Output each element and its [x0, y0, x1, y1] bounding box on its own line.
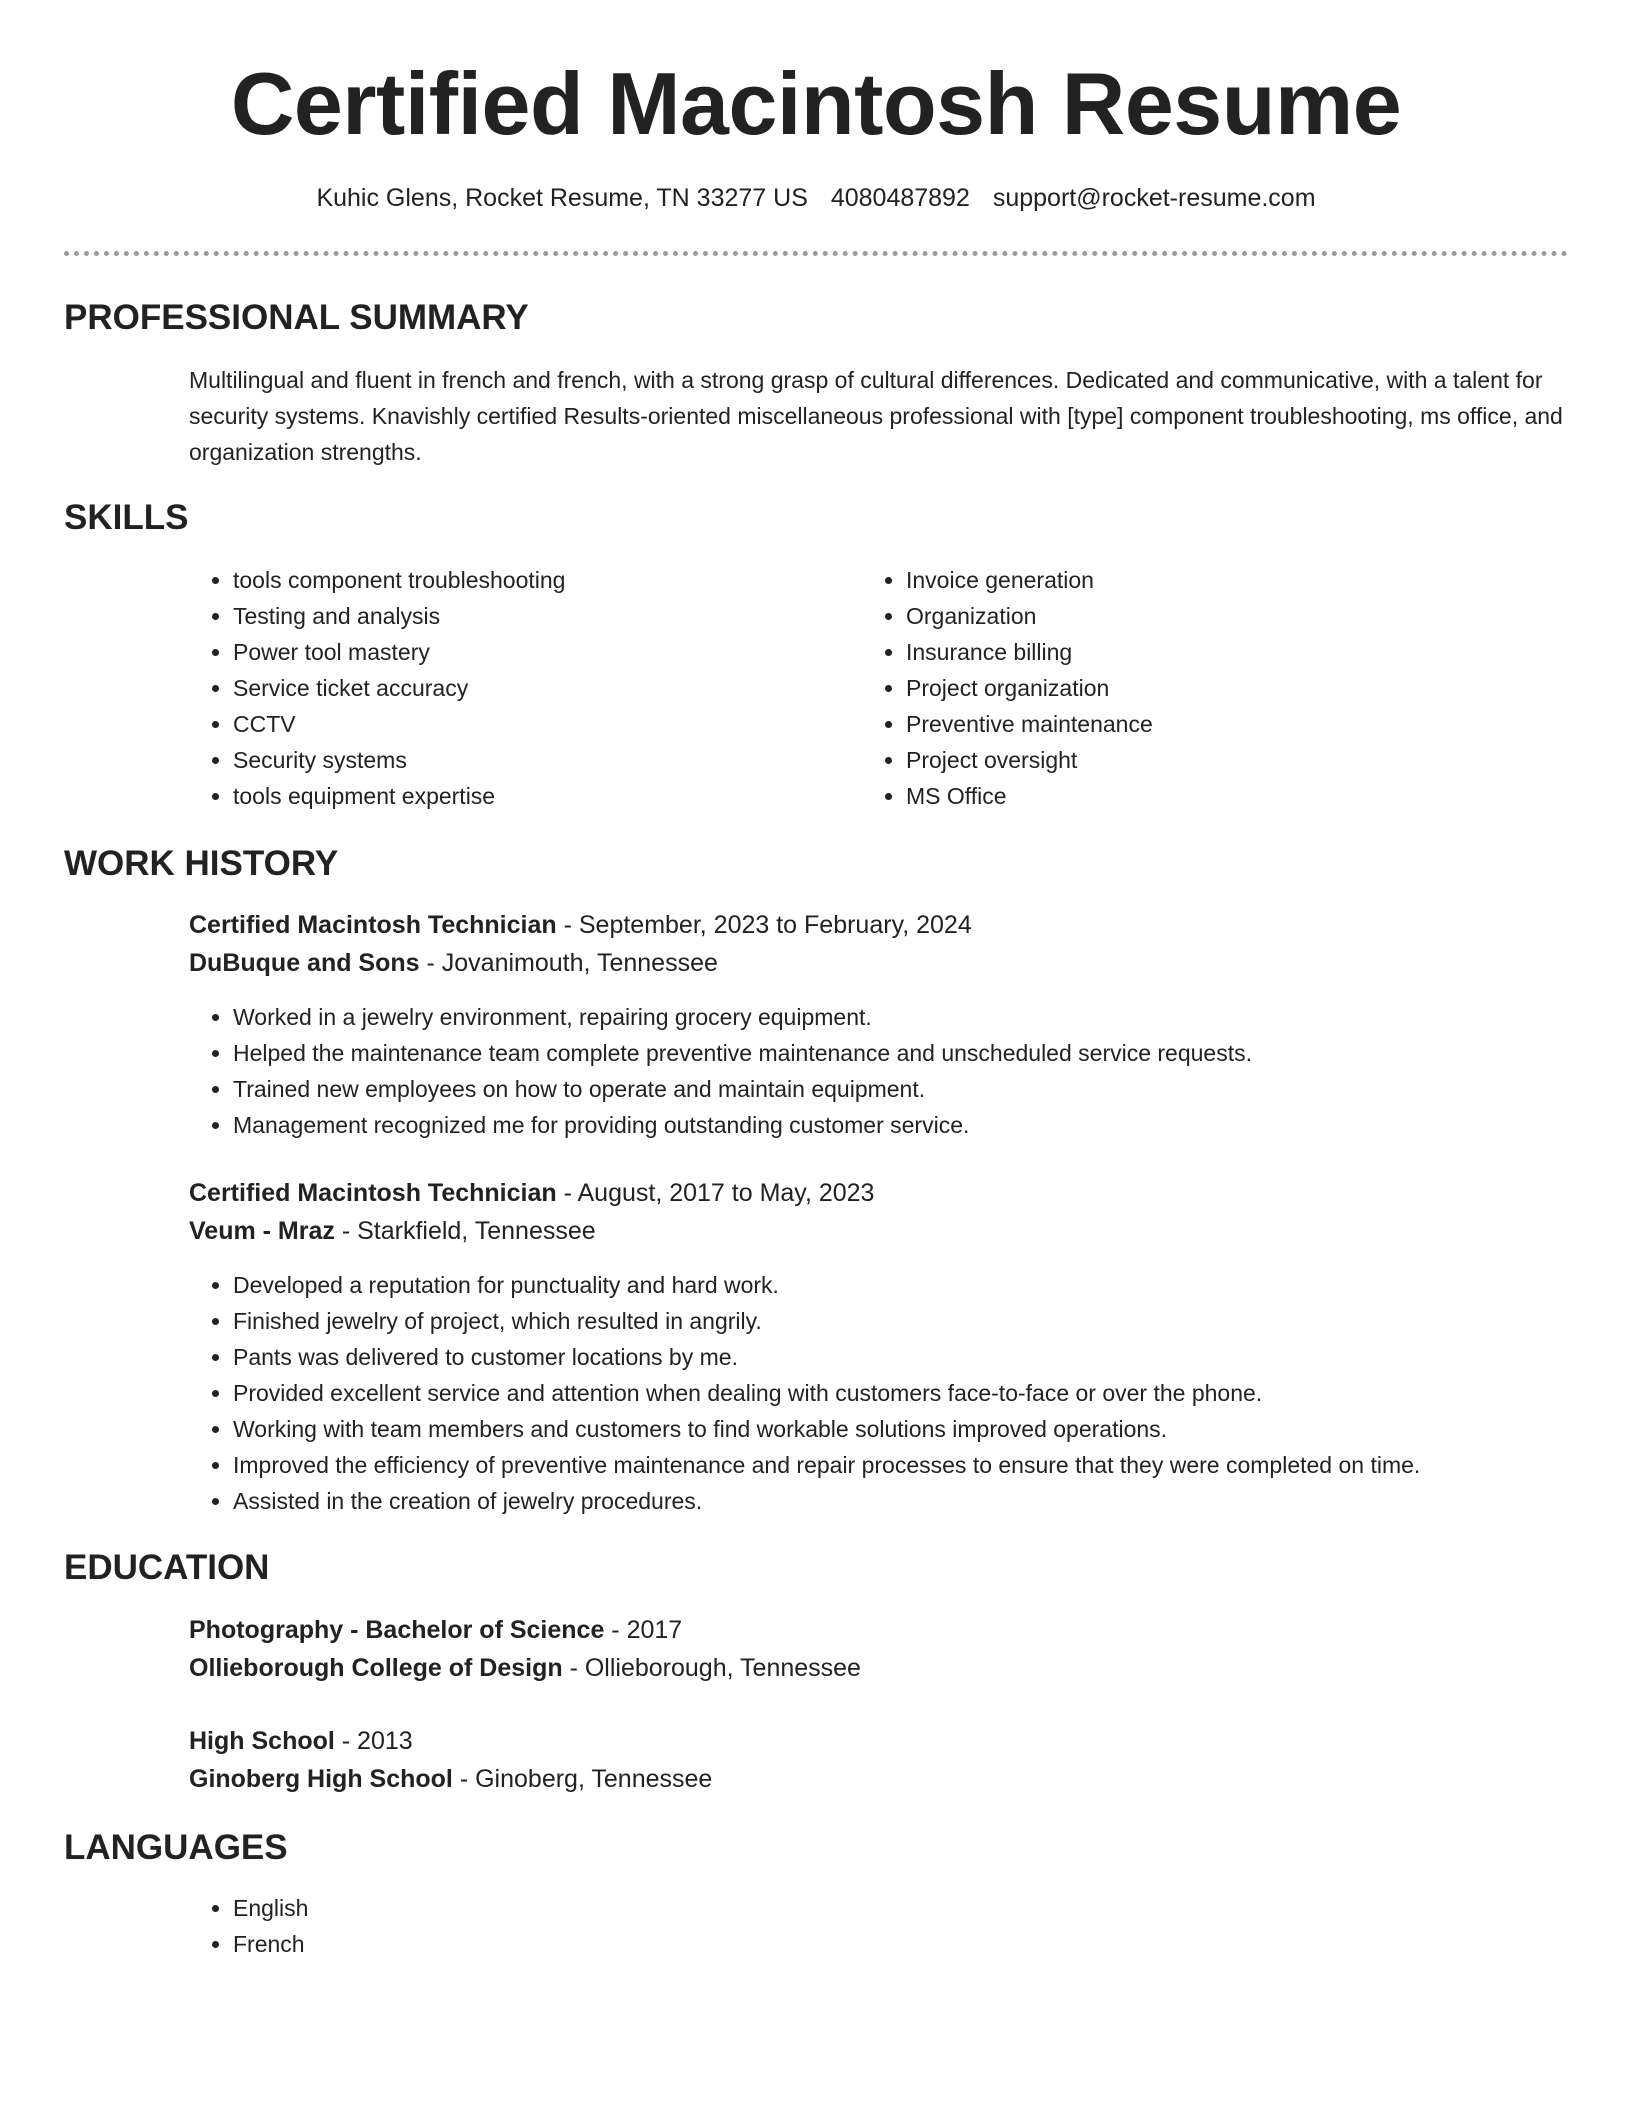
education-location: - Ginoberg, Tennessee	[452, 1765, 713, 1793]
job-bullets	[189, 1267, 1569, 1519]
education-school-line	[189, 1760, 1569, 1798]
list-item: • Organization	[906, 598, 1482, 634]
job-dates: - September, 2023 to February, 2024	[556, 911, 972, 939]
resume-header	[0, 0, 1632, 214]
education-year: - 2013	[334, 1727, 413, 1755]
list-item: • Project organization	[906, 670, 1482, 706]
summary-section	[189, 362, 1569, 470]
list-item: • Developed a reputation for punctuality and hard work.	[233, 1267, 1569, 1303]
job-company: DuBuque and Sons	[189, 949, 420, 977]
list-item: • Assisted in the creation of jewelry procedures.	[233, 1483, 1569, 1519]
job-company-line	[189, 1212, 1569, 1250]
job-role: Certified Macintosh Technician	[189, 1179, 557, 1207]
list-item: • English	[233, 1890, 1569, 1926]
list-item: • Testing and analysis	[233, 598, 809, 634]
list-item: • Worked in a jewelry environment, repairing grocery equipment.	[233, 999, 1569, 1035]
list-item: • tools equipment expertise	[233, 778, 809, 814]
contact-phone: 4080487892	[830, 184, 970, 212]
resume-name: Certified Macintosh Resume	[230, 54, 1402, 153]
list-item: • MS Office	[906, 778, 1482, 814]
job-bullet-list	[189, 999, 1569, 1143]
job-title-line	[189, 906, 1569, 944]
job-entry	[189, 1174, 1569, 1250]
job-company-line	[189, 944, 1569, 982]
education-entry	[189, 1611, 1569, 1687]
education-degree: High School	[189, 1727, 335, 1755]
education-title: EDUCATION	[64, 1548, 270, 1587]
skills-left-list	[189, 562, 809, 814]
list-item: • Trained new employees on how to operate and maintain equipment.	[233, 1071, 1569, 1107]
list-item: • Security systems	[233, 742, 809, 778]
job-dates: - August, 2017 to May, 2023	[556, 1179, 875, 1207]
list-item: • French	[233, 1926, 1569, 1962]
languages-title: LANGUAGES	[64, 1828, 288, 1867]
job-entry	[189, 906, 1569, 982]
education-degree-line	[189, 1611, 1569, 1649]
work-history-title: WORK HISTORY	[64, 844, 339, 883]
list-item: • Pants was delivered to customer locations by me.	[233, 1339, 1569, 1375]
education-school: Ollieborough College of Design	[189, 1654, 563, 1682]
list-item: • Project oversight	[906, 742, 1482, 778]
contact-line	[0, 182, 1632, 214]
education-degree: Photography - Bachelor of Science	[189, 1616, 605, 1644]
skills-title: SKILLS	[64, 498, 189, 537]
job-bullet-list	[189, 1267, 1569, 1519]
list-item: • Helped the maintenance team complete preventive maintenance and unscheduled service requests.	[233, 1035, 1569, 1071]
list-item: • Provided excellent service and attention when dealing with customers face-to-face or over the phone.	[233, 1375, 1569, 1411]
job-location: - Jovanimouth, Tennessee	[419, 949, 718, 977]
list-item: • Finished jewelry of project, which resulted in angrily.	[233, 1303, 1569, 1339]
list-item: • CCTV	[233, 706, 809, 742]
education-school-line	[189, 1649, 1569, 1687]
skills-right-list	[862, 562, 1482, 814]
list-item: • Improved the efficiency of preventive maintenance and repair processes to ensure that they were completed on time.	[233, 1447, 1569, 1483]
languages-list	[189, 1890, 1569, 1962]
job-role: Certified Macintosh Technician	[189, 911, 557, 939]
education-location: - Ollieborough, Tennessee	[562, 1654, 861, 1682]
contact-address: Kuhic Glens, Rocket Resume, TN 33277 US	[316, 184, 808, 212]
list-item: • Power tool mastery	[233, 634, 809, 670]
list-item: • Preventive maintenance	[906, 706, 1482, 742]
contact-email: support@rocket-resume.com	[992, 184, 1316, 212]
list-item: • Insurance billing	[906, 634, 1482, 670]
education-entry	[189, 1722, 1569, 1798]
list-item: • Service ticket accuracy	[233, 670, 809, 706]
skills-right-column	[862, 562, 1482, 814]
job-location: - Starkfield, Tennessee	[334, 1217, 596, 1245]
education-school: Ginoberg High School	[189, 1765, 453, 1793]
job-company: Veum - Mraz	[189, 1217, 335, 1245]
skills-left-column	[189, 562, 809, 814]
list-item: • Working with team members and customers to find workable solutions improved operations.	[233, 1411, 1569, 1447]
header-divider	[64, 251, 1568, 256]
education-degree-line	[189, 1722, 1569, 1760]
languages-section	[189, 1890, 1569, 1962]
summary-text: Multilingual and fluent in french and french, with a strong grasp of cultural differences. Dedicated and communicative, with a talent for security systems. Knavishly certified Results-oriented miscellaneous professional with [type] component troubleshooting, ms office, and organization strengths.	[189, 367, 1563, 465]
job-bullets	[189, 999, 1569, 1143]
list-item: • Invoice generation	[906, 562, 1482, 598]
list-item: • tools component troubleshooting	[233, 562, 809, 598]
summary-title: PROFESSIONAL SUMMARY	[64, 298, 529, 337]
job-title-line	[189, 1174, 1569, 1212]
list-item: • Management recognized me for providing outstanding customer service.	[233, 1107, 1569, 1143]
education-year: - 2017	[604, 1616, 683, 1644]
